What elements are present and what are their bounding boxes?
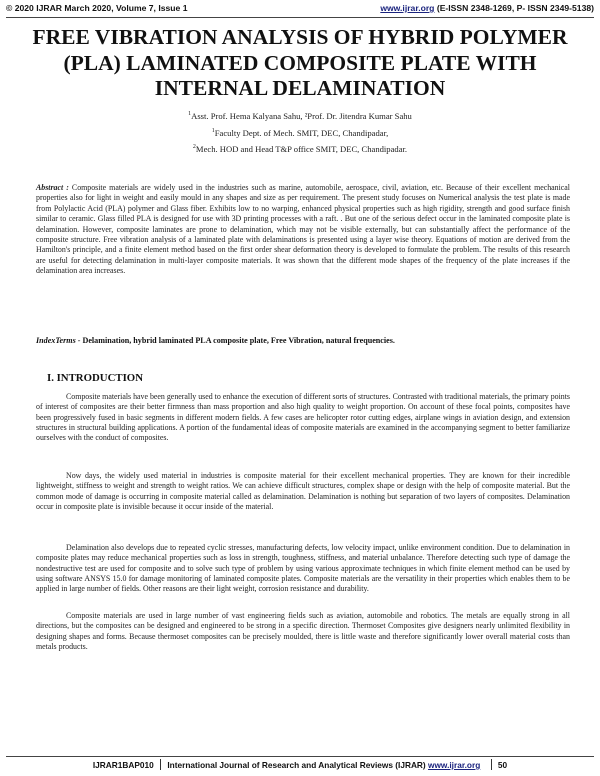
affiliation-1-text: Faculty Dept. of Mech. SMIT, DEC, Chandipadar, xyxy=(214,127,389,138)
author-affiliation-2 xyxy=(80,140,520,157)
footer-page-number: 50 xyxy=(497,760,508,770)
intro-paragraph-2: Now days, the widely used material in industries is composite material for their excellent mechanical properties. They are known for their incredible lightweight, stiffness to weight and strength to weight ratios. We can achieve difficult structures, complex shape or design with the help of composite material. But the common mode of damage is occurring in composite material called as delamination. Delamination is nothing but separation of two layers of composites. Delamination occur in composite plate is invisible because it occur inside of the material. xyxy=(36,471,570,511)
section-heading-introduction: I. INTRODUCTION xyxy=(47,372,143,384)
page-header xyxy=(6,3,594,16)
index-terms-label: IndexTerms - xyxy=(36,336,81,345)
intro-paragraph-1: Composite materials have been generally used to enhance the execution of different sorts of structures. Contrasted with traditional materials, the primary points of interest of composites are their better firmness than mass proportion and also high quality to weight proportion. On account of these focal points, composites have been progressively fused in basic segments in different modern fields. A few cases are helicopter rotor cutting edges, airplane wings in aviation design, and extension structures in structural building applications. A portion of the fundamental ideas of composite materials are examined in the accompanying segment to better familiarize ourselves with the conduct of composites. xyxy=(36,392,570,443)
footer-divider xyxy=(6,756,594,757)
affiliation-sup-1: 1 xyxy=(211,127,215,134)
footer-separator-2 xyxy=(491,759,492,770)
index-terms xyxy=(36,335,570,346)
header-journal-info xyxy=(380,3,594,13)
header-site-link[interactable]: www.ijrar.org xyxy=(380,3,435,13)
author-sup-1: 1 xyxy=(188,111,192,117)
footer-separator xyxy=(160,759,161,770)
intro-paragraph-4: Composite materials are used in large number of vast engineering fields such as aviation, automobile and robotics. The metals are equally strong in all directions, but the composites can be designed and engineered to be strong in a specific direction. Thermoset Composites give designers nearly unlimited flexibility in designing shapes and forms. Because thermoset composites can be precisely moulded, there is little waste and therefore significantly lower overall material costs than metals products. xyxy=(36,611,570,651)
intro-paragraph-3: Delamination also develops due to repeated cyclic stresses, manufacturing defects, low velocity impact, unlike environment condition. Due to delamination in composite plates may reduce mechanical properties such as loss in strength, toughness, stiffness, and material unbalance. Therefore detecting such type of damage the nondestructive test are used for composite and to solve such type of problem by using various approximate techniques in which finite element method can be used by using software ANSYS 15.0 for damage monitoring of laminated composite plates. Composite materials are the versatility in their properties which enables them to be applied in large number of fields. Other reasons are their light weight, corrosion resistance and durability. xyxy=(36,543,570,594)
paper-title: FREE VIBRATION ANALYSIS OF HYBRID POLYMER (PLA) LAMINATED COMPOSITE PLATE WITH INTERNAL DELAMINATION xyxy=(32,25,568,100)
affiliation-sup-2: 2 xyxy=(192,144,196,150)
header-issn: (E-ISSN 2348-1269, P- ISSN 2349-5138) xyxy=(436,3,594,13)
abstract xyxy=(36,183,570,277)
abstract-text: Composite materials are widely used in the industries such as marine, automobile, aerospace, civil, aviation, etc. Because of their excellent mechanical properties also for light in weight and easily mould in any shapes and size as per requirement. The present study focuses on Numerical analysis the test plate is made from Polylactic Acid (PLA) polymer and Glass fiber. Exhibits low to no warping, enhanced physical properties such as high rigidity, strength and good surface finish similar to ceramic. Glass filled PLA is designed for use with 3D printing processes with a raft. . But one of the serious defect occur in the laminated composite plate is delamination. However, composite laminates are prone to delamination, which may not be visible externally, but can substantially affect the performance of the composite structure. Free vibration analysis of a laminated plate with delaminations is presented using a layer wise theory. Equations of motion are derived from the Hamilton's principle, and a finite element method based on the first order shear deformation theory is developed to formulate the problem. The results of this research are useful for detecting delamination in multi-layer composite materials. It was shown that the different mode shapes of the frequency of the plate increases if the delamination area increases. xyxy=(36,183,570,276)
footer-paper-code: IJRAR1BAP010 xyxy=(92,760,154,770)
author-affiliation-1 xyxy=(80,124,520,141)
header-divider xyxy=(6,17,594,18)
footer-site-link[interactable]: www.ijrar.org xyxy=(428,760,481,770)
affiliation-2-text: Mech. HOD and Head T&P office SMIT, DEC, Chandipadar. xyxy=(195,144,408,154)
author-block xyxy=(80,107,520,157)
author-names-text: Asst. Prof. Hema Kalyana Sahu, ²Prof. Dr. Jitendra Kumar Sahu xyxy=(191,111,412,121)
author-names xyxy=(80,107,520,124)
footer-journal-name: International Journal of Research and Analytical Reviews (IJRAR) xyxy=(167,760,426,770)
page-footer xyxy=(40,759,560,772)
header-issue-info: © 2020 IJRAR March 2020, Volume 7, Issue 1 xyxy=(6,3,188,13)
index-terms-text: Delamination, hybrid laminated PLA composite plate, Free Vibration, natural frequencies. xyxy=(82,336,395,345)
abstract-label: Abstract : xyxy=(36,183,69,192)
